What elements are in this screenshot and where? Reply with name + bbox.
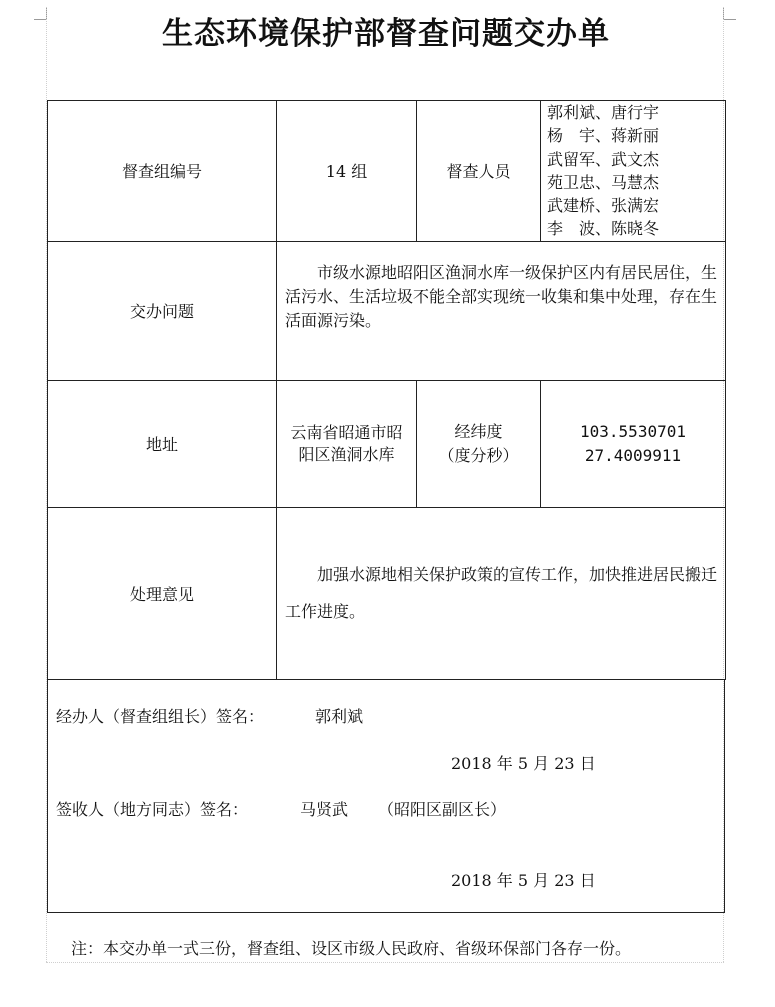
handler-name[interactable]: 郭利斌 bbox=[315, 707, 364, 726]
handler-label: 经办人（督查组组长）签名： bbox=[56, 707, 265, 726]
receiver-title: （昭阳区副区长） bbox=[378, 800, 507, 819]
group-number-label: 督查组编号 bbox=[48, 101, 277, 242]
longitude-value: 103.5530701 bbox=[580, 421, 686, 441]
group-number-value[interactable]: 14 组 bbox=[277, 101, 417, 242]
issue-text-body: 市级水源地昭阳区渔洞水库一级保护区内有居民居住，生活污水、生活垃圾不能全部实现统一收集和集中处理，存在生活面源污染。 bbox=[285, 262, 718, 330]
coordinates-value[interactable] bbox=[541, 380, 726, 507]
inspector-names[interactable] bbox=[541, 101, 726, 242]
address-value[interactable]: 云南省昭通市昭阳区渔洞水库 bbox=[277, 380, 417, 507]
footnote: 注：本交办单一式三份，督查组、设区市级人民政府、省级环保部门各存一份。 bbox=[71, 939, 632, 958]
latlng-label-line-1: 经纬度 bbox=[454, 421, 503, 441]
supervision-form-table bbox=[47, 100, 726, 680]
issue-label: 交办问题 bbox=[48, 241, 277, 380]
receiver-date[interactable]: 2018 年 5 月 23 日 bbox=[451, 871, 596, 890]
row-address bbox=[48, 380, 726, 507]
row-opinion bbox=[48, 507, 726, 679]
latlng-label bbox=[417, 380, 541, 507]
signature-section bbox=[47, 679, 725, 913]
handler-date[interactable]: 2018 年 5 月 23 日 bbox=[451, 754, 596, 773]
latitude-value: 27.4009911 bbox=[584, 445, 682, 465]
row-issue bbox=[48, 241, 726, 380]
address-label: 地址 bbox=[48, 380, 277, 507]
latlng-label-line-2: （度分秒） bbox=[438, 445, 519, 465]
receiver-name[interactable]: 马贤武 bbox=[300, 800, 349, 819]
inspector-name-line: 李 波、陈晓冬 bbox=[547, 219, 660, 239]
inspector-name-line: 苑卫忠、马慧杰 bbox=[547, 172, 660, 192]
margin-guide-bottom bbox=[46, 962, 724, 963]
inspector-name-line: 武留军、武文杰 bbox=[547, 149, 660, 169]
issue-text[interactable] bbox=[277, 241, 726, 380]
opinion-text[interactable]: 加强水源地相关保护政策的宣传工作，加快推进居民搬迁工作进度。 bbox=[277, 507, 726, 679]
page-title: 生态环境保护部督查问题交办单 bbox=[162, 16, 610, 52]
inspector-name-line: 杨 宇、蒋新丽 bbox=[547, 126, 660, 146]
inspector-label: 督查人员 bbox=[417, 101, 541, 242]
inspector-name-line: 郭利斌、唐行宇 bbox=[547, 103, 660, 122]
row-group bbox=[48, 101, 726, 242]
inspector-name-line: 武建桥、张满宏 bbox=[547, 196, 660, 216]
receiver-label: 签收人（地方同志）签名： bbox=[56, 800, 249, 819]
opinion-label: 处理意见 bbox=[48, 507, 277, 679]
